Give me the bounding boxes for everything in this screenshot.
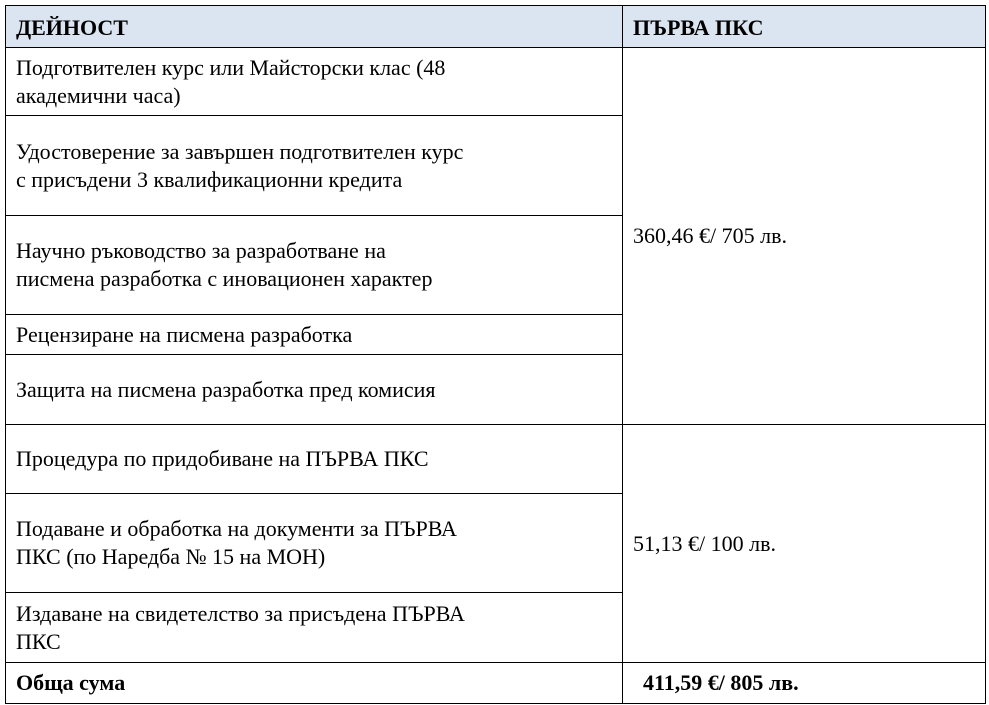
total-row: [6, 663, 986, 704]
activity-label: Научно ръководство за разработване на писмена разработка с иновационен характер: [16, 238, 433, 291]
activity-cell: [6, 425, 623, 494]
table-row: [6, 48, 986, 116]
activity-cell: [6, 216, 623, 315]
table-row: [6, 425, 986, 494]
header-activity: ДЕЙНОСТ: [6, 6, 623, 48]
activity-cell: [6, 116, 623, 216]
activity-label: Подаване и обработка на документи за ПЪРВА ПКС (по Наредба № 15 на МОН): [16, 516, 457, 569]
total-value: 411,59 €/ 805 лв.: [623, 663, 986, 704]
activity-cell: [6, 48, 623, 116]
activity-label: Подготвителен курс или Майсторски клас (48 академични часа): [16, 54, 446, 108]
table-header-row: [6, 6, 986, 48]
fees-table: [5, 5, 986, 704]
activity-label: Защита на писмена разработка пред комисия: [16, 376, 436, 402]
header-price: ПЪРВА ПКС: [623, 6, 986, 48]
price-cell-procedure: 51,13 €/ 100 лв.: [623, 425, 986, 663]
price-cell-training: 360,46 €/ 705 лв.: [623, 48, 986, 425]
activity-label: Издаване на свидетелство за присъдена ПЪРВА ПКС: [16, 600, 465, 654]
activity-cell: [6, 593, 623, 663]
activity-label: Рецензиране на писмена разработка: [16, 321, 353, 347]
total-label: Обща сума: [6, 663, 623, 704]
activity-cell: [6, 494, 623, 593]
activity-cell: [6, 355, 623, 425]
activity-label: Процедура по придобиване на ПЪРВА ПКС: [16, 446, 429, 471]
activity-cell: [6, 315, 623, 355]
activity-label: Удостоверение за завършен подготвителен курс с присъдени 3 квалификационни кредита: [16, 138, 464, 192]
